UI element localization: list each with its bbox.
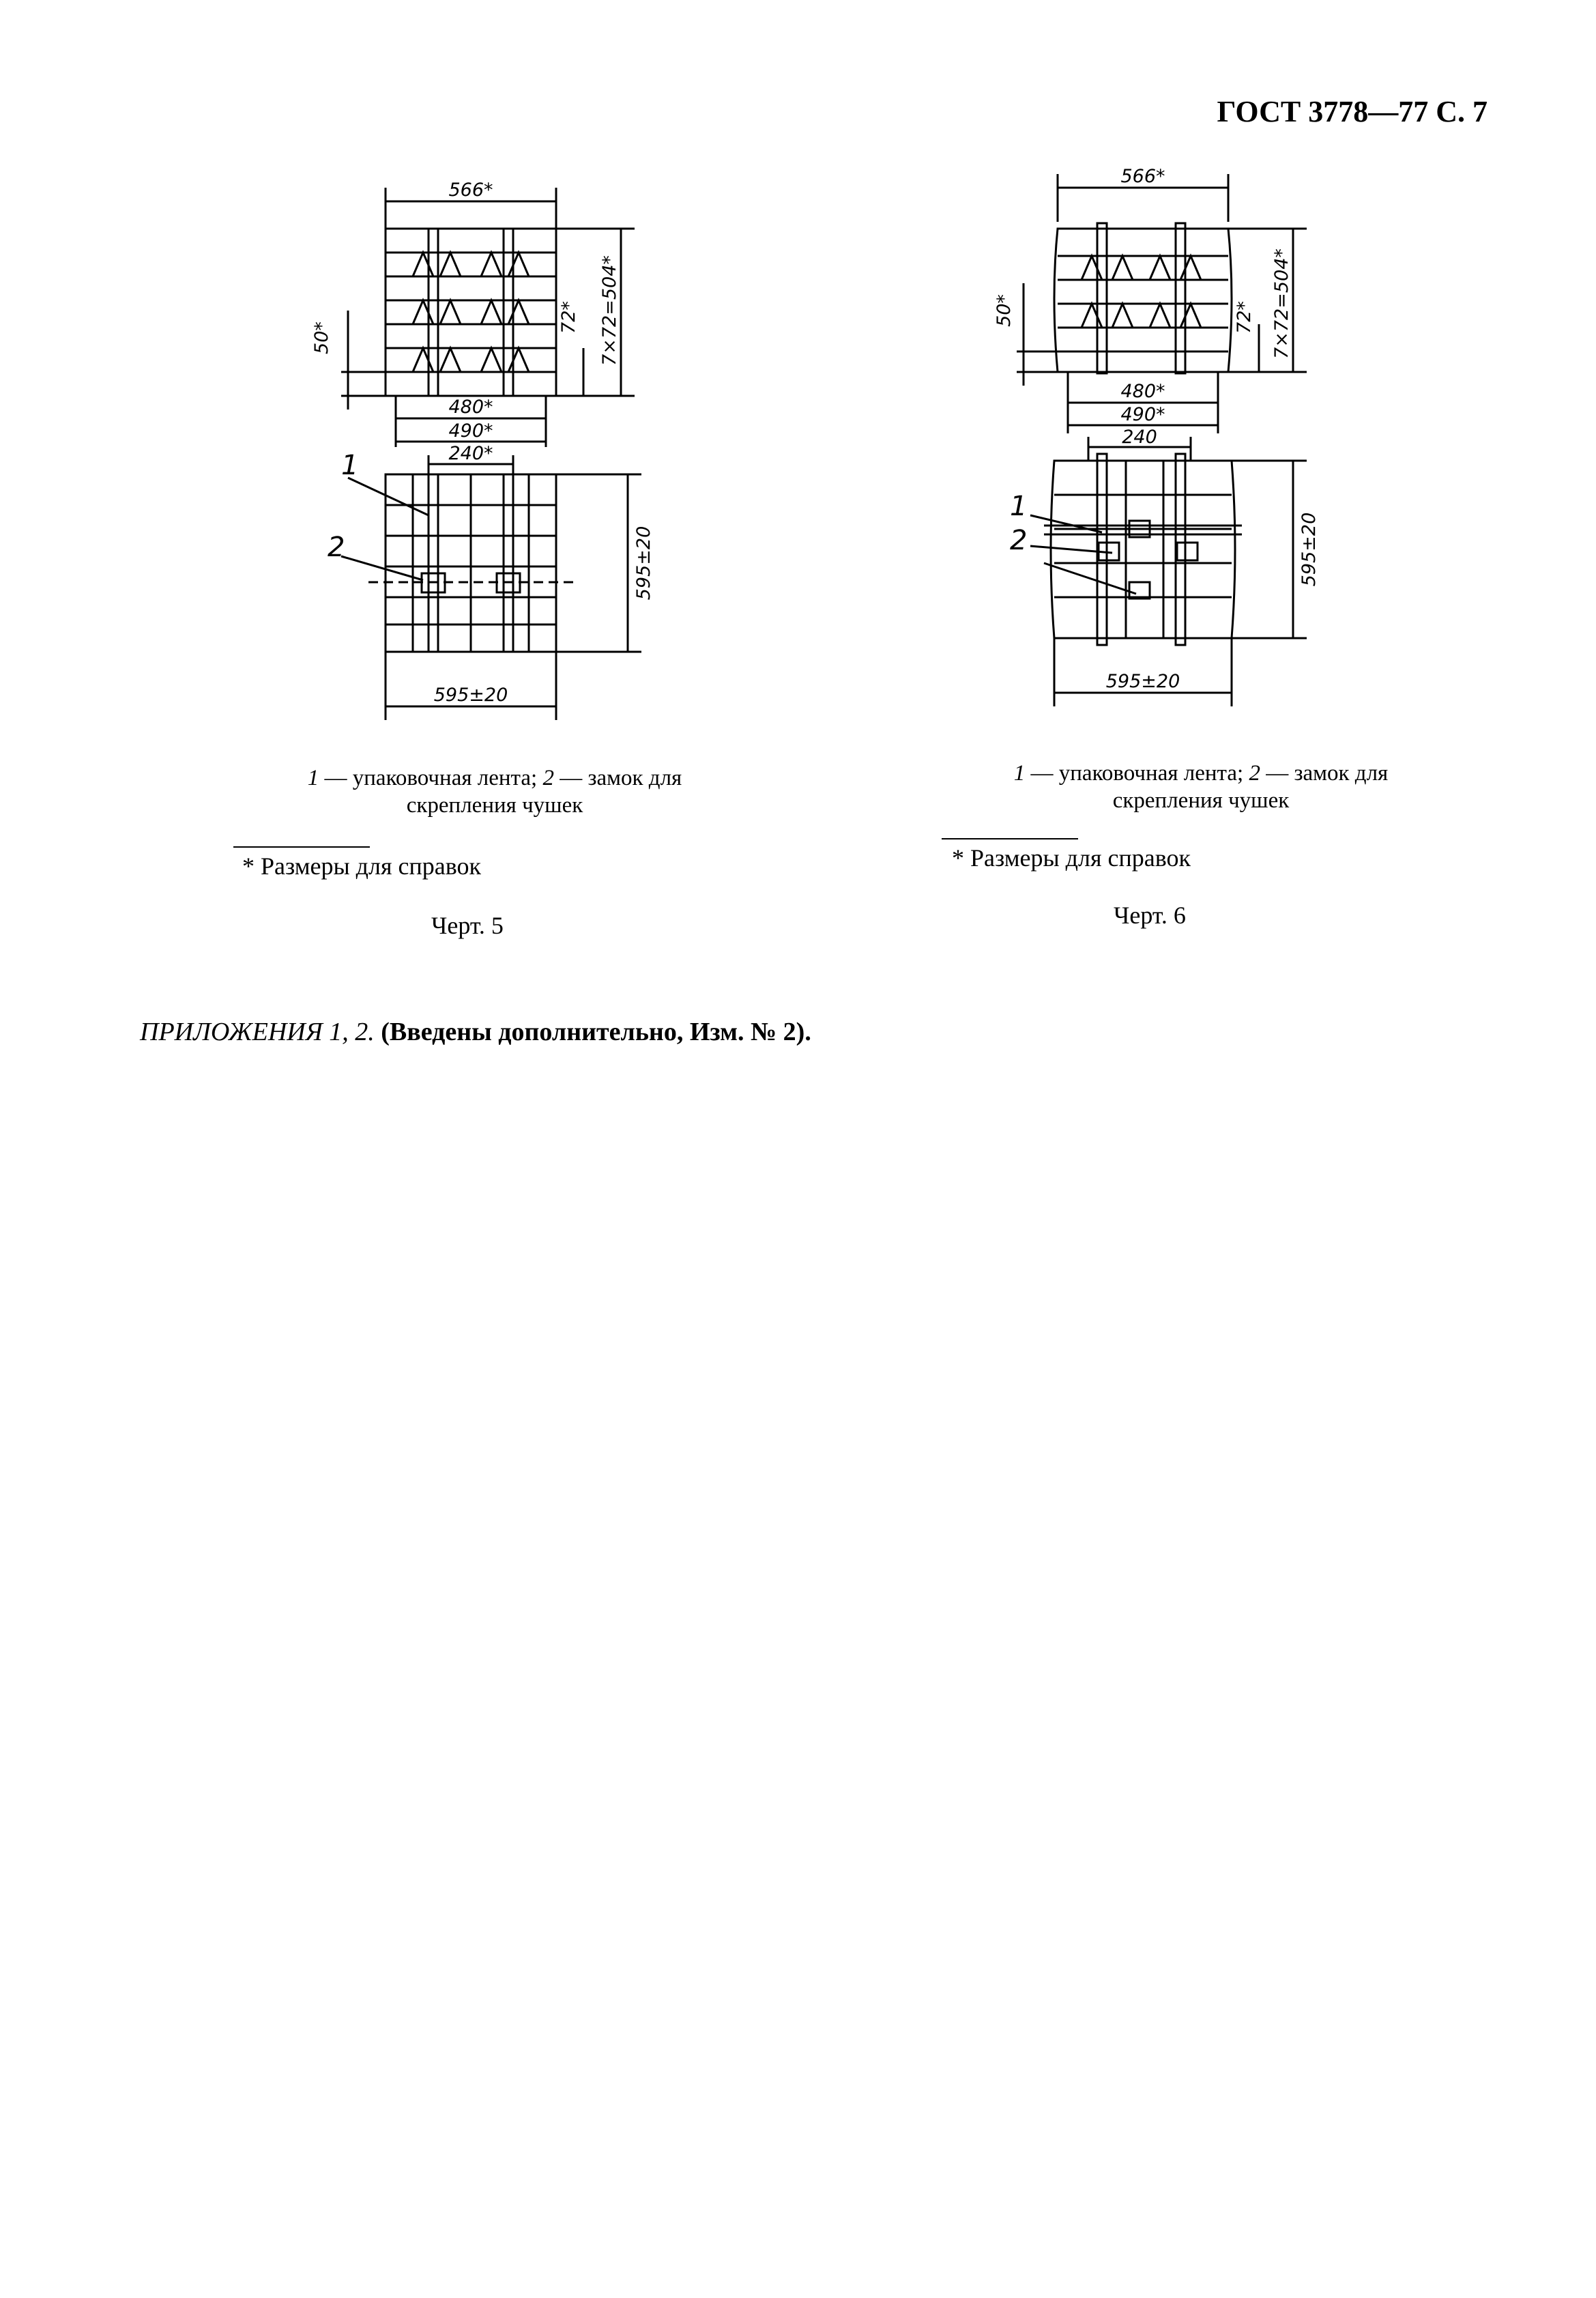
legend-line-1: 1 — упаковочная лента; 2 — замок для xyxy=(1013,761,1389,786)
dim-top-width: 566* xyxy=(1120,166,1165,187)
figure-6-labels xyxy=(993,160,1385,734)
callout-1: 1 xyxy=(1010,491,1028,522)
appendix-label: ПРИЛОЖЕНИЯ 1, 2. xyxy=(140,1018,375,1046)
dim-strap-spacing: 240 xyxy=(1122,427,1157,448)
appendix-text: (Введены дополнительно, Изм. № 2). xyxy=(374,1018,811,1046)
dim-outer-width: 490* xyxy=(448,420,493,442)
footnote-rule xyxy=(233,846,370,848)
dim-inner-width: 480* xyxy=(1120,381,1165,402)
legend-line-1: 1 — упаковочная лента; 2 — замок для xyxy=(307,766,682,790)
dim-row-height: 72* xyxy=(1234,301,1255,334)
dim-top-width: 566* xyxy=(448,179,493,201)
dim-outer-width: 490* xyxy=(1120,404,1165,425)
footnote: * Размеры для справок xyxy=(952,844,1191,872)
figure-6-caption: Черт. 6 xyxy=(1114,902,1186,929)
page-header: ГОСТ 3778—77 С. 7 xyxy=(1217,95,1488,128)
figure-5-labels xyxy=(300,174,682,747)
dim-plan-width: 595±20 xyxy=(1105,671,1180,692)
dim-plan-height: 595±20 xyxy=(1298,512,1320,587)
callout-2: 2 xyxy=(1010,525,1028,556)
appendix-note xyxy=(140,1017,811,1047)
figure-6-legend xyxy=(911,760,1491,814)
dim-left-height: 50* xyxy=(993,294,1015,327)
dim-total-height: 7×72=504* xyxy=(599,255,620,366)
dim-strap-spacing: 240* xyxy=(448,443,493,464)
dim-plan-width: 595±20 xyxy=(433,685,508,706)
dim-total-height: 7×72=504* xyxy=(1271,248,1292,359)
figure-5-caption: Черт. 5 xyxy=(431,912,504,939)
footnote-rule xyxy=(942,838,1078,839)
dim-left-height: 50* xyxy=(311,321,332,354)
legend-line-2: скрепления чушек xyxy=(1112,788,1290,813)
callout-2: 2 xyxy=(328,532,345,563)
legend-line-2: скрепления чушек xyxy=(406,793,583,818)
callout-1: 1 xyxy=(341,450,359,481)
dim-inner-width: 480* xyxy=(448,397,493,418)
dim-row-height: 72* xyxy=(558,301,579,334)
footnote: * Размеры для справок xyxy=(242,852,481,880)
dim-plan-height: 595±20 xyxy=(633,526,654,601)
figure-5-legend xyxy=(205,764,785,819)
